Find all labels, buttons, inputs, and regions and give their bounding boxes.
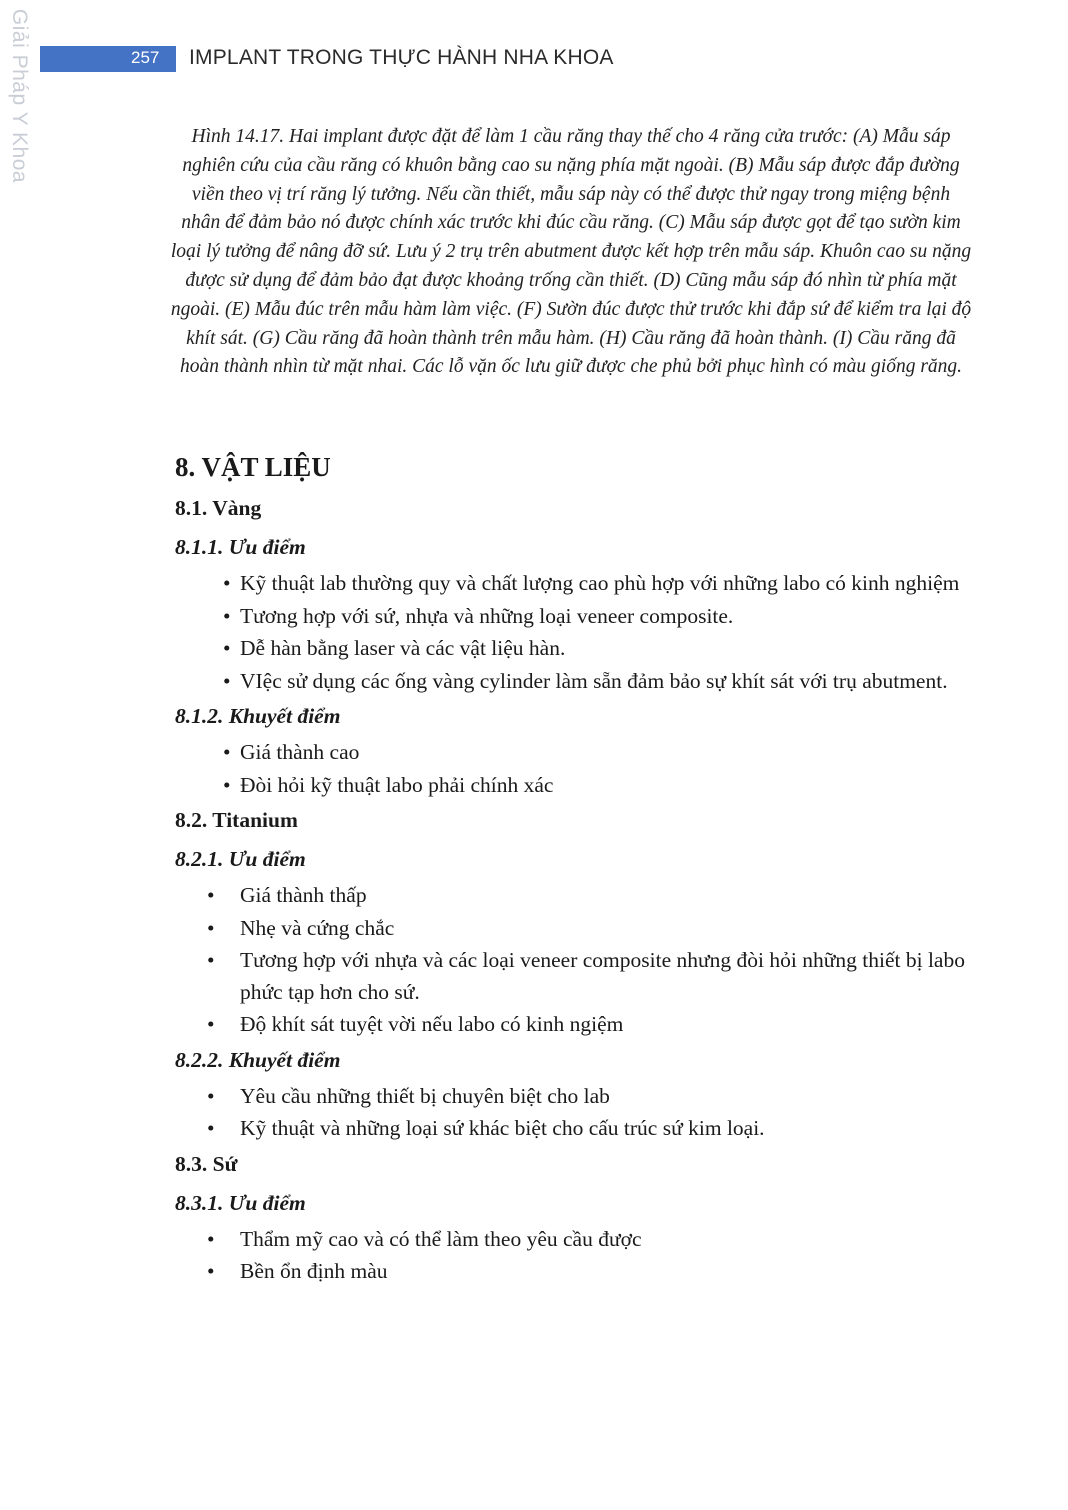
- list-item: • Yêu cầu những thiết bị chuyên biệt cho lab: [207, 1081, 975, 1113]
- page-number: 257: [131, 48, 160, 67]
- list-item: • Độ khít sát tuyệt vời nếu labo có kinh ngiệm: [207, 1009, 975, 1041]
- subsubsection-title: 8.2.2. Khuyết điểm: [175, 1047, 341, 1072]
- list-item: • Giá thành thấp: [207, 880, 975, 912]
- list-item: • Nhẹ và cứng chắc: [207, 913, 975, 945]
- subsubsection-title: 8.2.1. Ưu điểm: [175, 847, 306, 871]
- bullet-list: [223, 568, 975, 697]
- list-item: • Đòi hỏi kỹ thuật labo phải chính xác: [223, 770, 975, 802]
- subsection-title-gold: 8.1. Vàng: [175, 496, 262, 520]
- list-item: • Kỹ thuật và những loại sứ khác biệt cho cấu trúc sứ kim loại.: [207, 1113, 975, 1145]
- bullet-list: [207, 1081, 975, 1145]
- subsubsection-title: 8.1.2. Khuyết điểm: [175, 704, 341, 728]
- list-item: • Tương hợp với sứ, nhựa và những loại veneer composite.: [223, 601, 975, 633]
- list-item: • Thẩm mỹ cao và có thể làm theo yêu cầu được: [207, 1224, 975, 1256]
- bullet-list: [207, 880, 975, 1041]
- bullet-list: [223, 737, 975, 801]
- bullet-list: [207, 1224, 975, 1288]
- subsection-title-titanium: 8.2. Titanium: [175, 808, 298, 832]
- watermark: Giải Pháp Y Khoa: [8, 8, 31, 183]
- list-item: • Kỹ thuật lab thường quy và chất lượng cao phù hợp với những labo có kinh nghiệm: [223, 568, 975, 600]
- list-item: • Tương hợp với nhựa và các loại veneer composite nhưng đòi hỏi những thiết bị labo phức tạp hơn cho sứ.: [207, 945, 975, 1008]
- list-item: • VIệc sử dụng các ống vàng cylinder làm sẵn đảm bảo sự khít sát với trụ abutment.: [223, 666, 975, 698]
- running-header-title: IMPLANT TRONG THỰC HÀNH NHA KHOA: [189, 46, 614, 69]
- list-item: • Giá thành cao: [223, 737, 975, 769]
- subsubsection-title: 8.3.1. Ưu điểm: [175, 1190, 306, 1215]
- main-content: [175, 450, 975, 1292]
- list-item: • Dễ hàn bằng laser và các vật liệu hàn.: [223, 633, 975, 665]
- subsubsection-title: 8.1.1. Ưu điểm: [175, 535, 306, 559]
- subsection-title-porcelain: 8.3. Sứ: [175, 1151, 238, 1176]
- section-title: 8. VẬT LIỆU: [175, 452, 331, 482]
- figure-caption: Hình 14.17. Hai implant được đặt để làm 1 cầu răng thay thế cho 4 răng cửa trước: (A) Mẫu sáp nghiên cứu của cầu răng có khuôn bằng cao su nặng phía mặt ngoài. (B) Mẫu sáp được đắp đường viền theo vị trí răng lý tưởng. Nếu cần thiết, mẫu sáp này có thể được thử ngay trong miệng bệnh nhân để đảm bảo nó được chính xác trước khi đúc cầu răng. (C) Mẫu sáp được gọt để tạo sườn kim loại lý tưởng để nâng đỡ sứ. Lưu ý 2 trụ trên abutment được kết hợp trên mẫu sáp. Khuôn cao su nặng được sử dụng để đảm bảo đạt được khoảng trống cần thiết. (D) Cũng mẫu sáp đó nhìn từ phía mặt ngoài. (E) Mẫu đúc trên mẫu hàm làm việc. (F) Sườn đúc được thử trước khi đắp sứ để kiểm tra lại độ khít sát. (G) Cầu răng đã hoàn thành trên mẫu hàm. (H) Cầu răng đã hoàn thành. (I) Cầu răng đã hoàn thành nhìn từ mặt nhai. Các lỗ vặn ốc lưu giữ được che phủ bởi phục hình có màu giống răng.: [170, 126, 972, 378]
- list-item: • Bền ổn định màu: [207, 1256, 975, 1288]
